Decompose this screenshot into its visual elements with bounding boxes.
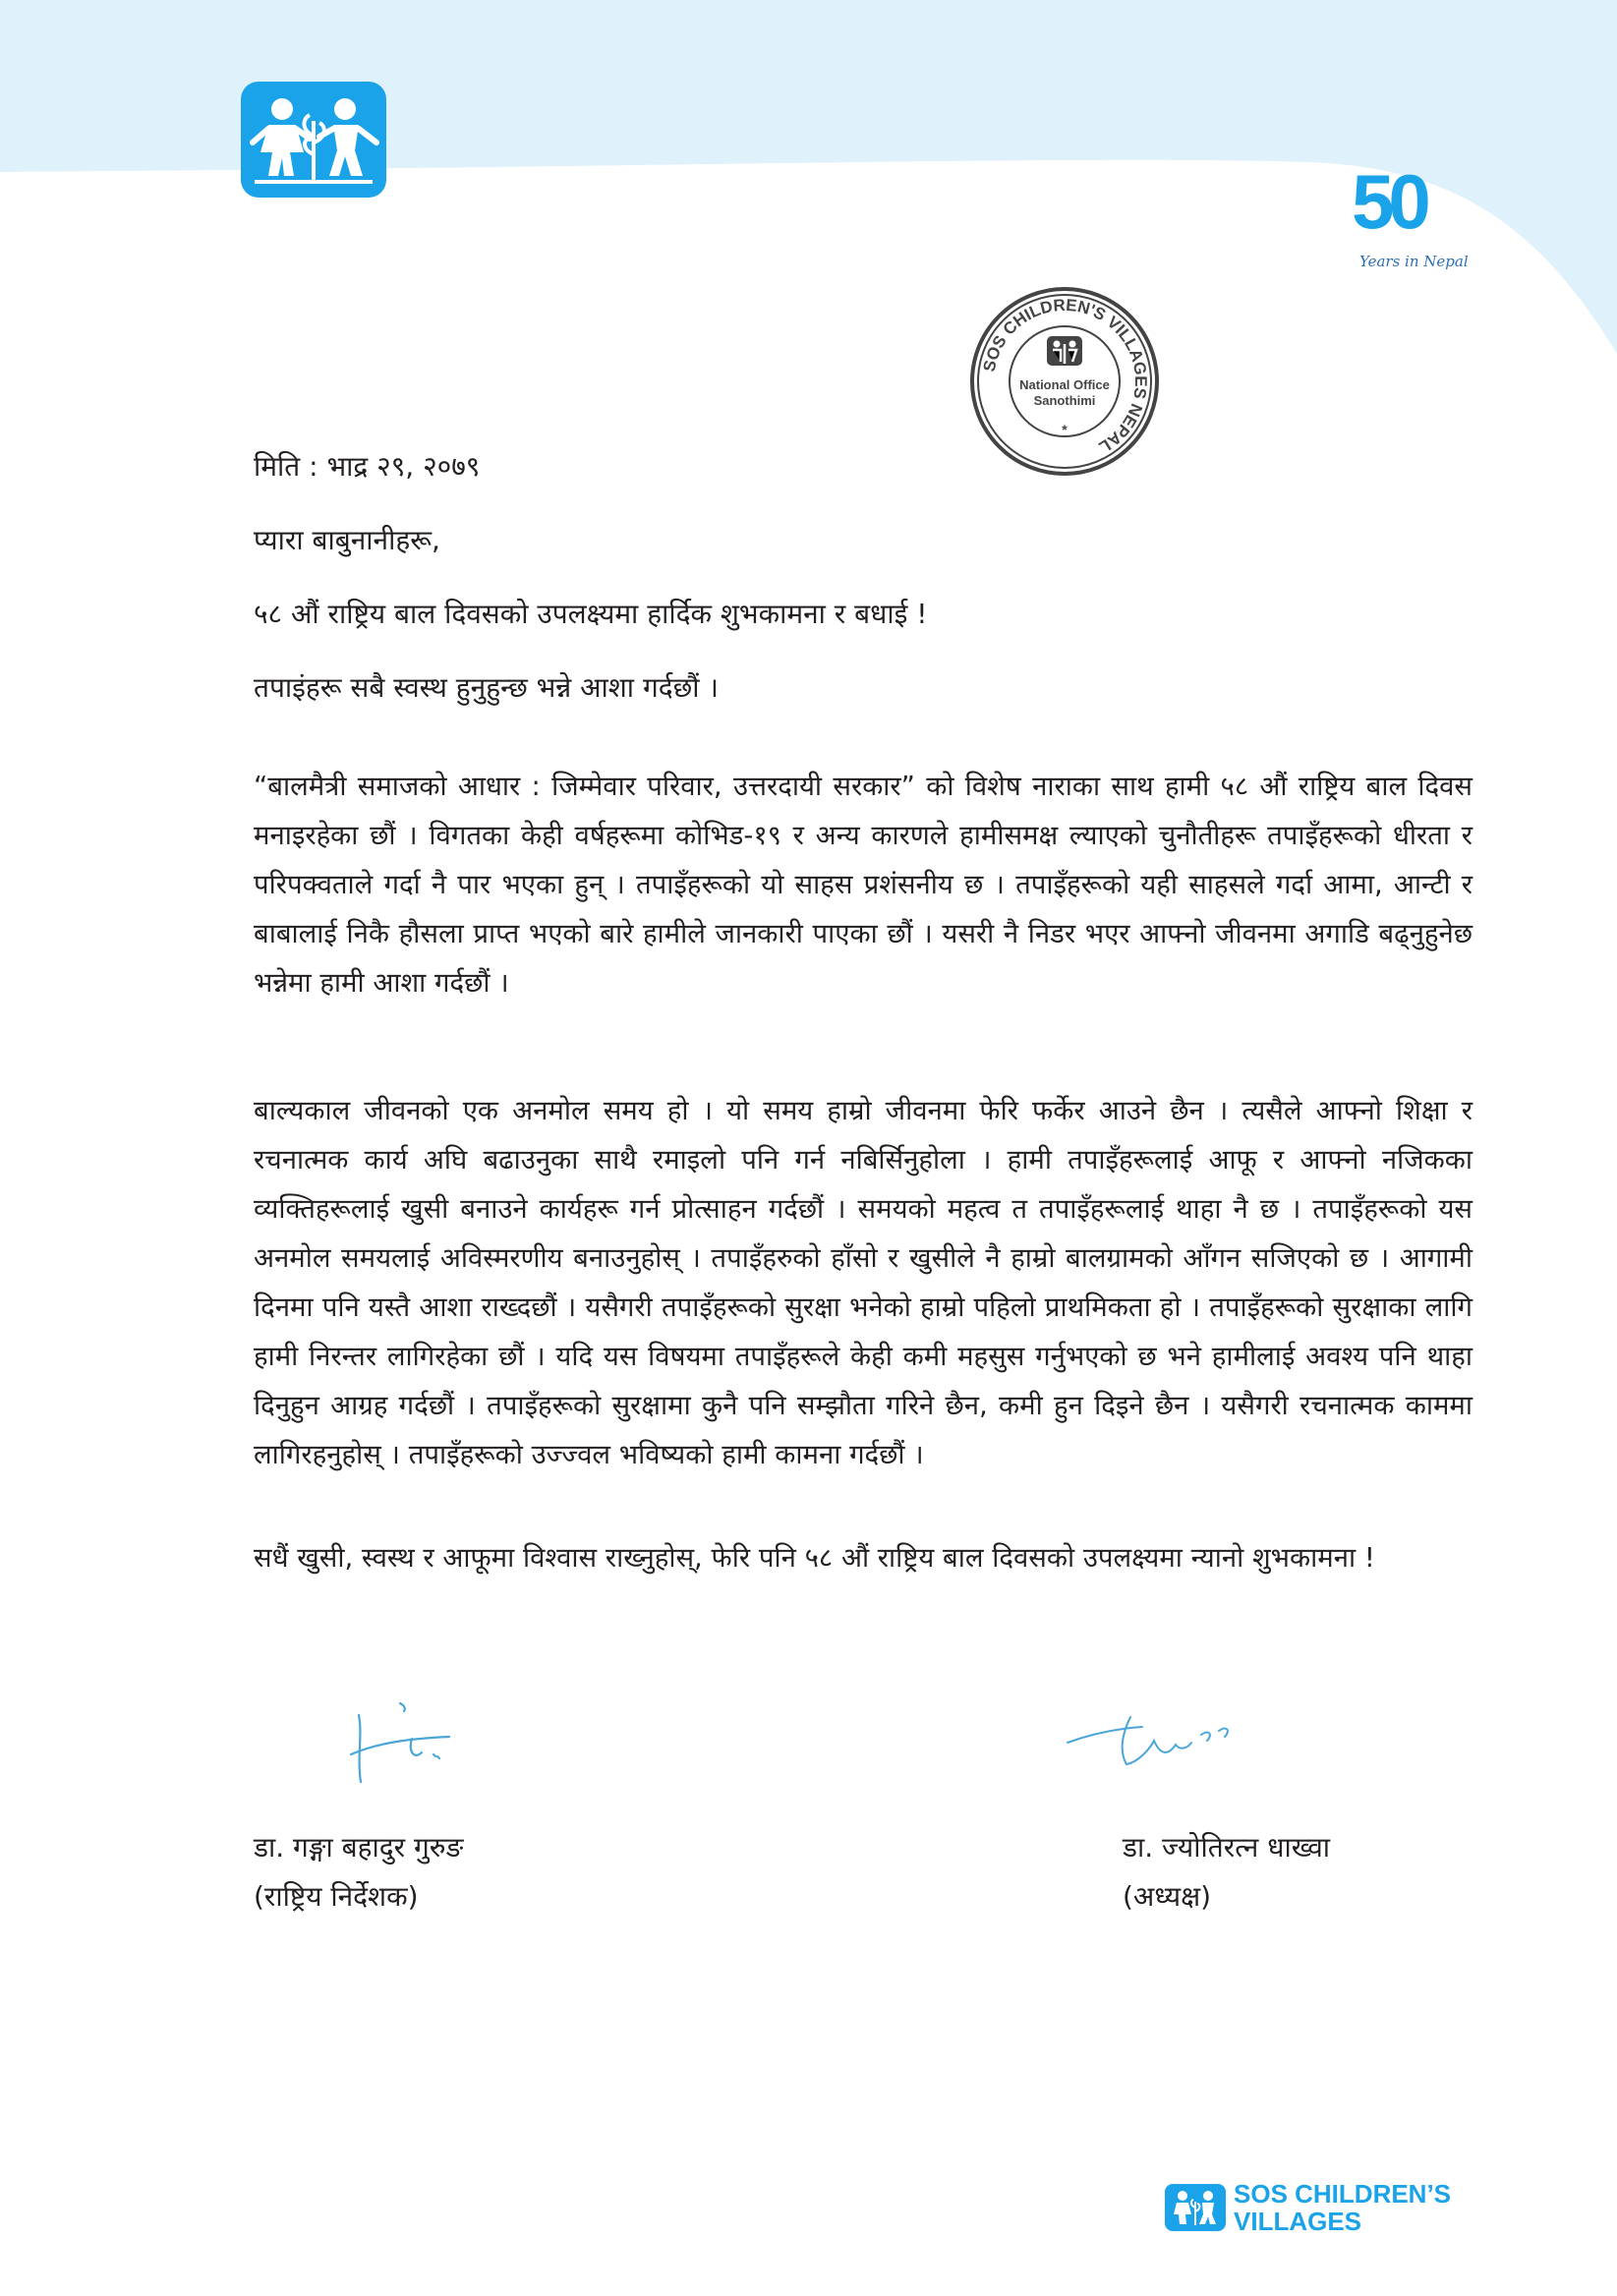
letter-date: मिति : भाद्र २९, २०७९ [254,450,481,483]
letter-paragraph-2: बाल्यकाल जीवनको एक अनमोल समय हो । यो समय हाम्रो जीवनमा फेरि फर्केर आउने छैन । त्यसैले आफ्नो शिक्षा र रचनात्मक कार्य अघि बढाउनुका साथै रमाइलो पनि गर्न नबिर्सिनुहोला । हामी तपाइँहरूलाई आफू र आफ्नो नजिकका व्यक्तिहरूलाई खुसी बनाउने कार्यहरू गर्न प्रोत्साहन गर्दछौं । समयको महत्व त तपाइँहरूलाई थाहा नै छ । तपाइँहरूको यस अनमोल समयलाई अविस्मरणीय बनाउनुहोस् । तपाइँहरुको हाँसो र खुसीले नै हाम्रो बालग्रामको आँगन सजिएको छ । आगामी दिनमा पनि यस्तै आशा राख्दछौं । यसैगरी तपाइँहरूको सुरक्षा भनेको हाम्रो पहिलो प्राथमिकता हो । तपाइँहरूको सुरक्षाका लागि हामी निरन्तर लागिरहेका छौं । यदि यस विषयमा तपाइँहरूले केही कमी महसुस गर्नुभएको छ भने हामीलाई अवश्य पनि थाहा दिनुहुन आग्रह गर्दछौं । तपाइँहरूको सुरक्षामा कुनै पनि सम्झौता गरिने छैन, कमी हुन दिइने छैन । यसैगरी रचनात्मक काममा लागिरहनुहोस् । तपाइँहरूको उज्ज्वल भविष्यको हामी कामना गर्दछौं । [254,1095,1473,1470]
letter-closing: सधैं खुसी, स्वस्थ र आफूमा विश्वास राख्नुहोस्, फेरि पनि ५८ औं राष्ट्रिय बाल दिवसको उपलक्ष्यमा न्यानो शुभकामना ! [254,1542,1375,1574]
stamp-ring-text: SOS CHILDREN'S VILLAGES NEPAL [979,295,1151,457]
signatory-chairman-name: डा. ज्योतिरत्न धाख्वा [1123,1831,1331,1864]
anniversary-mark [1352,158,1479,290]
sos-childrens-villages-logo [241,82,386,198]
signatory-chairman-title: (अध्यक्ष) [1123,1880,1212,1913]
signatory-director-title: (राष्ट्रिय निर्देशक) [254,1880,419,1913]
letter-salutation: प्यारा बाबुनानीहरू, [254,524,440,556]
footer-brand-text [1234,2180,1451,2235]
anniversary-subtitle: Years in Nepal [1359,253,1469,270]
footer-brand-line-1: SOS CHILDREN’S [1234,2179,1452,2209]
footer-brand-line-2: VILLAGES [1234,2207,1362,2236]
signatory-director-name: डा. गङ्गा बहादुर गुरुङ [254,1831,464,1864]
footer-children-icon [1165,2184,1226,2231]
stamp-place: Sanothimi [1033,393,1096,408]
signature-director [339,1695,477,1789]
signature-chairman [1068,1717,1228,1764]
letter-paragraph-1: “बालमैत्री समाजको आधार : जिम्मेवार परिवार, उत्तरदायी सरकार” को विशेष नाराका साथ हामी ५८ औं राष्ट्रिय बाल दिवस मनाइरहेका छौं । विगतका केही वर्षहरूमा कोभिड-१९ र अन्य कारणले हामीसमक्ष ल्याएको चुनौतीहरू तपाइँहरूको धीरता र परिपक्वताले गर्दा नै पार भएका हुन् । तपाइँहरूको यो साहस प्रशंसनीय छ । तपाइँहरूको यही साहसले गर्दा आमा, आन्टी र बाबालाई निकै हौसला प्राप्त भएको बारे हामीले जानकारी पाएका छौं । यसरी नै निडर भएर आफ्नो जीवनमा अगाडि बढ्नुहुनेछ भन्नेमा हामी आशा गर्दछौं । [254,771,1473,999]
anniversary-number: 50 [1352,158,1425,245]
letter-greeting: ५८ औं राष्ट्रिय बाल दिवसको उपलक्ष्यमा हार्दिक शुभकामना र बधाई ! [254,598,928,630]
footer-sos-logo [1165,2180,1479,2249]
stamp-office: National Office [1019,377,1110,392]
svg-text:*: * [1062,422,1068,437]
official-stamp [968,285,1161,478]
letter-wish: तपाइंहरू सबै स्वस्थ हुनुहुन्छ भन्ने आशा गर्दछौं । [254,671,719,704]
